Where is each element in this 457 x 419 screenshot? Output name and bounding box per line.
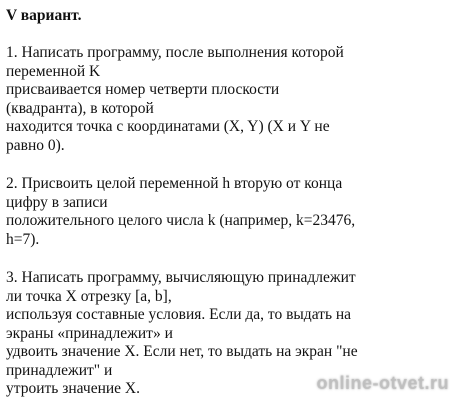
task-3-line-2: ли точка X отрезку [a, b], xyxy=(6,287,172,305)
task-2-line-1: 2. Присвоить целой переменной h вторую от конца xyxy=(6,175,343,192)
task-1-line-2: переменной K xyxy=(6,62,101,80)
task-1-line-5: находится точка с координатами (X, Y) (X и Y не xyxy=(6,118,330,135)
document-page xyxy=(6,6,451,419)
task-2-line-2: цифру в записи xyxy=(6,193,108,211)
task-3-line-6: принадлежит" и xyxy=(6,361,113,379)
task-2-line-3: положительного целого числа k (например, k=23476, xyxy=(6,212,356,229)
task-3-line-4: экраны «принадлежит» и xyxy=(6,324,173,342)
task-2 xyxy=(6,175,451,249)
task-3-line-3: используя составные условия. Если да, то выдать на xyxy=(6,306,352,323)
variant-heading: V вариант. xyxy=(6,7,82,24)
task-1-line-1: 1. Написать программу, после выполнения которой xyxy=(6,44,344,61)
task-3-line-1: 3. Написать программу, вычисляющую принадлежит xyxy=(6,269,356,286)
task-1 xyxy=(6,44,451,155)
task-1-line-3: присваивается номер четверти плоскости xyxy=(6,81,280,98)
task-2-line-4: h=7). xyxy=(6,230,40,248)
task-3-line-7: утроить значение X. xyxy=(6,380,140,397)
site-watermark: online-otvet.ru xyxy=(316,373,449,393)
task-3-line-5: удвоить значение X. Если нет, то выдать на экран "не xyxy=(6,343,358,360)
task-1-line-6: равно 0). xyxy=(6,136,65,154)
task-1-line-4: (квадранта), в которой xyxy=(6,99,154,117)
